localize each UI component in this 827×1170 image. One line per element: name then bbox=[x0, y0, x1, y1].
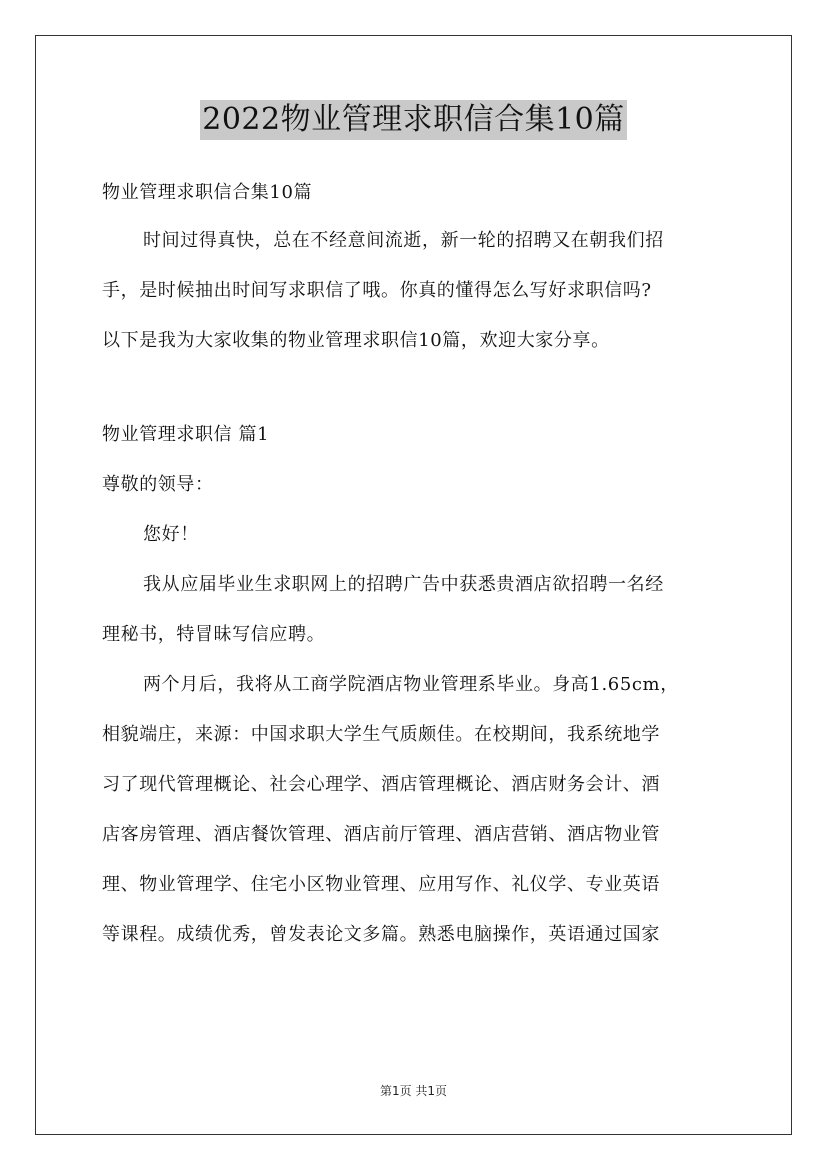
page-number-label: 第1页 共1页 bbox=[379, 1084, 448, 1098]
paragraph-line: 习了现代管理概论、社会心理学、酒店管理概论、酒店财务会计、酒 bbox=[102, 774, 660, 795]
paragraph-line: 两个月后，我将从工商学院酒店物业管理系毕业。身高1.65cm， bbox=[143, 674, 679, 695]
document-subtitle: 物业管理求职信合集10篇 bbox=[102, 182, 313, 203]
paragraph-line: 相貌端庄，来源：中国求职大学生气质颇佳。在校期间，我系统地学 bbox=[102, 724, 660, 745]
title-container bbox=[0, 100, 827, 140]
paragraph-line: 店客房管理、酒店餐饮管理、酒店前厅管理、酒店营销、酒店物业管 bbox=[102, 824, 660, 845]
paragraph-gap bbox=[102, 366, 732, 410]
intro-line: 时间过得真快，总在不经意间流逝，新一轮的招聘又在朝我们招 bbox=[143, 230, 664, 251]
section-heading: 物业管理求职信 篇1 bbox=[102, 424, 270, 445]
salutation: 尊敬的领导： bbox=[102, 474, 214, 495]
document-body bbox=[102, 170, 732, 960]
greeting: 您好！ bbox=[143, 524, 199, 545]
paragraph-line: 理秘书，特冒昧写信应聘。 bbox=[102, 624, 326, 645]
intro-line: 以下是我为大家收集的物业管理求职信10篇，欢迎大家分享。 bbox=[102, 330, 610, 351]
paragraph-line: 理、物业管理学、住宅小区物业管理、应用写作、礼仪学、专业英语 bbox=[102, 874, 660, 895]
paragraph-line: 等课程。成绩优秀，曾发表论文多篇。熟悉电脑操作，英语通过国家 bbox=[102, 924, 660, 945]
paragraph-line: 我从应届毕业生求职网上的招聘广告中获悉贵酒店欲招聘一名经 bbox=[143, 574, 664, 595]
intro-line: 手，是时候抽出时间写求职信了哦。你真的懂得怎么写好求职信吗? bbox=[102, 280, 652, 301]
document-title: 2022物业管理求职信合集10篇 bbox=[200, 100, 627, 140]
page-footer bbox=[0, 1082, 827, 1099]
